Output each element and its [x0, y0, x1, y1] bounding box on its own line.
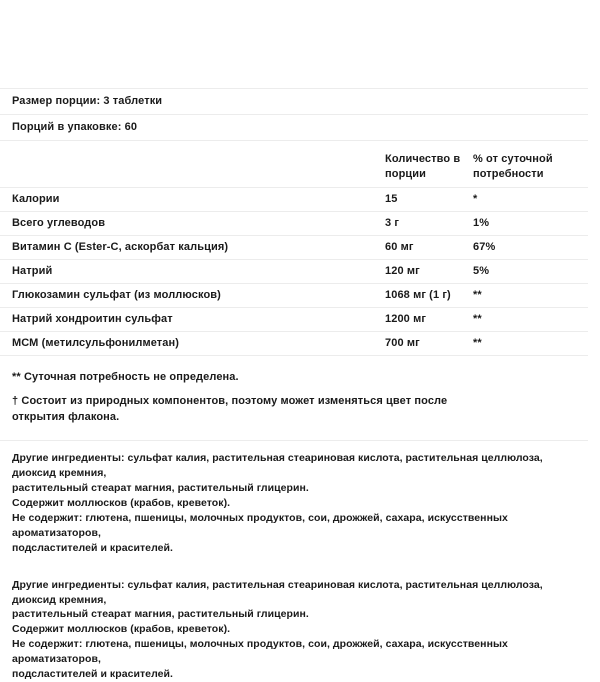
nutrient-name: Витамин C (Ester-C, аскорбат кальция) [0, 235, 385, 259]
nutrient-name: Глюкозамин сульфат (из моллюсков) [0, 283, 385, 307]
nutrient-daily-value: ** [473, 283, 588, 307]
table-row [0, 235, 588, 259]
other-ingredients-line: растительный стеарат магния, растительный глицерин. [12, 608, 309, 621]
table-row [0, 259, 588, 283]
table-row [0, 307, 588, 331]
serving-size-text: Размер порции: 3 таблетки [12, 94, 163, 107]
nutrient-daily-value: 5% [473, 259, 588, 283]
nutrient-name: Натрий хондроитин сульфат [0, 307, 385, 331]
nutrient-name: Всего углеводов [0, 211, 385, 235]
nutrient-amount: 120 мг [385, 259, 473, 283]
footnote-spacer [12, 385, 588, 394]
nutrient-name: Калории [0, 187, 385, 211]
divider-before-ingredients-wrap [0, 426, 600, 441]
nutrient-daily-value: ** [473, 307, 588, 331]
nutrient-daily-value: ** [473, 331, 588, 355]
table-header [0, 141, 588, 187]
free-from-line: подсластителей и красителей. [12, 541, 174, 554]
table-row [0, 187, 588, 211]
column-header-daily-value: % от суточной потребности [473, 153, 553, 180]
ingredients-spacer [0, 556, 600, 568]
free-from-line: подсластителей и красителей. [12, 668, 174, 681]
nutrient-daily-value: 67% [473, 235, 588, 259]
other-ingredients-line: Другие ингредиенты: сульфат калия, растительная стеариновая кислота, растительная целлюлоза, диоксид кремния, [12, 452, 543, 480]
other-ingredients-block-2 [0, 568, 600, 682]
nutrient-name: МСМ (метилсульфонилметан) [0, 331, 385, 355]
nutrient-amount: 15 [385, 187, 473, 211]
free-from-line: Не содержит: глютена, пшеницы, молочных продуктов, сои, дрожжей, сахара, искусственных ароматизаторов, [12, 511, 508, 539]
other-ingredients-block-1 [0, 441, 600, 555]
nutrient-amount: 3 г [385, 211, 473, 235]
nutrient-amount: 700 мг [385, 331, 473, 355]
column-header-amount-per-serving: Количество в порции [385, 153, 461, 180]
contains-allergens-line: Содержит моллюсков (крабов, креветок). [12, 623, 231, 636]
nutrient-amount: 60 мг [385, 235, 473, 259]
footnote-daily-value-not-established: ** Суточная потребность не определена. [12, 370, 239, 383]
contains-allergens-line: Содержит моллюсков (крабов, креветок). [12, 497, 231, 510]
nutrient-daily-value: * [473, 187, 588, 211]
nutrition-facts-table [0, 141, 588, 355]
servings-per-container-text: Порций в упаковке: 60 [12, 120, 138, 133]
footnotes-section [0, 356, 600, 427]
serving-size-row [0, 89, 600, 114]
footnote-natural-components-line2: открытия флакона. [12, 411, 120, 424]
table-row [0, 211, 588, 235]
table-row [0, 331, 588, 355]
other-ingredients-line: Другие ингредиенты: сульфат калия, растительная стеариновая кислота, растительная целлюлоза, диоксид кремния, [12, 578, 543, 606]
nutrient-amount: 1068 мг (1 г) [385, 283, 473, 307]
nutrient-daily-value: 1% [473, 211, 588, 235]
table-header-row [0, 141, 588, 187]
nutrient-name: Натрий [0, 259, 385, 283]
free-from-line: Не содержит: глютена, пшеницы, молочных продуктов, сои, дрожжей, сахара, искусственных ароматизаторов, [12, 638, 508, 666]
other-ingredients-line: растительный стеарат магния, растительный глицерин. [12, 482, 309, 495]
column-header-nutrient [0, 141, 385, 187]
servings-per-container-row [0, 115, 600, 140]
table-row [0, 283, 588, 307]
table-body [0, 187, 588, 355]
footnote-natural-components-line1: † Состоит из природных компонентов, поэтому может изменяться цвет после [12, 395, 448, 408]
nutrient-amount: 1200 мг [385, 307, 473, 331]
